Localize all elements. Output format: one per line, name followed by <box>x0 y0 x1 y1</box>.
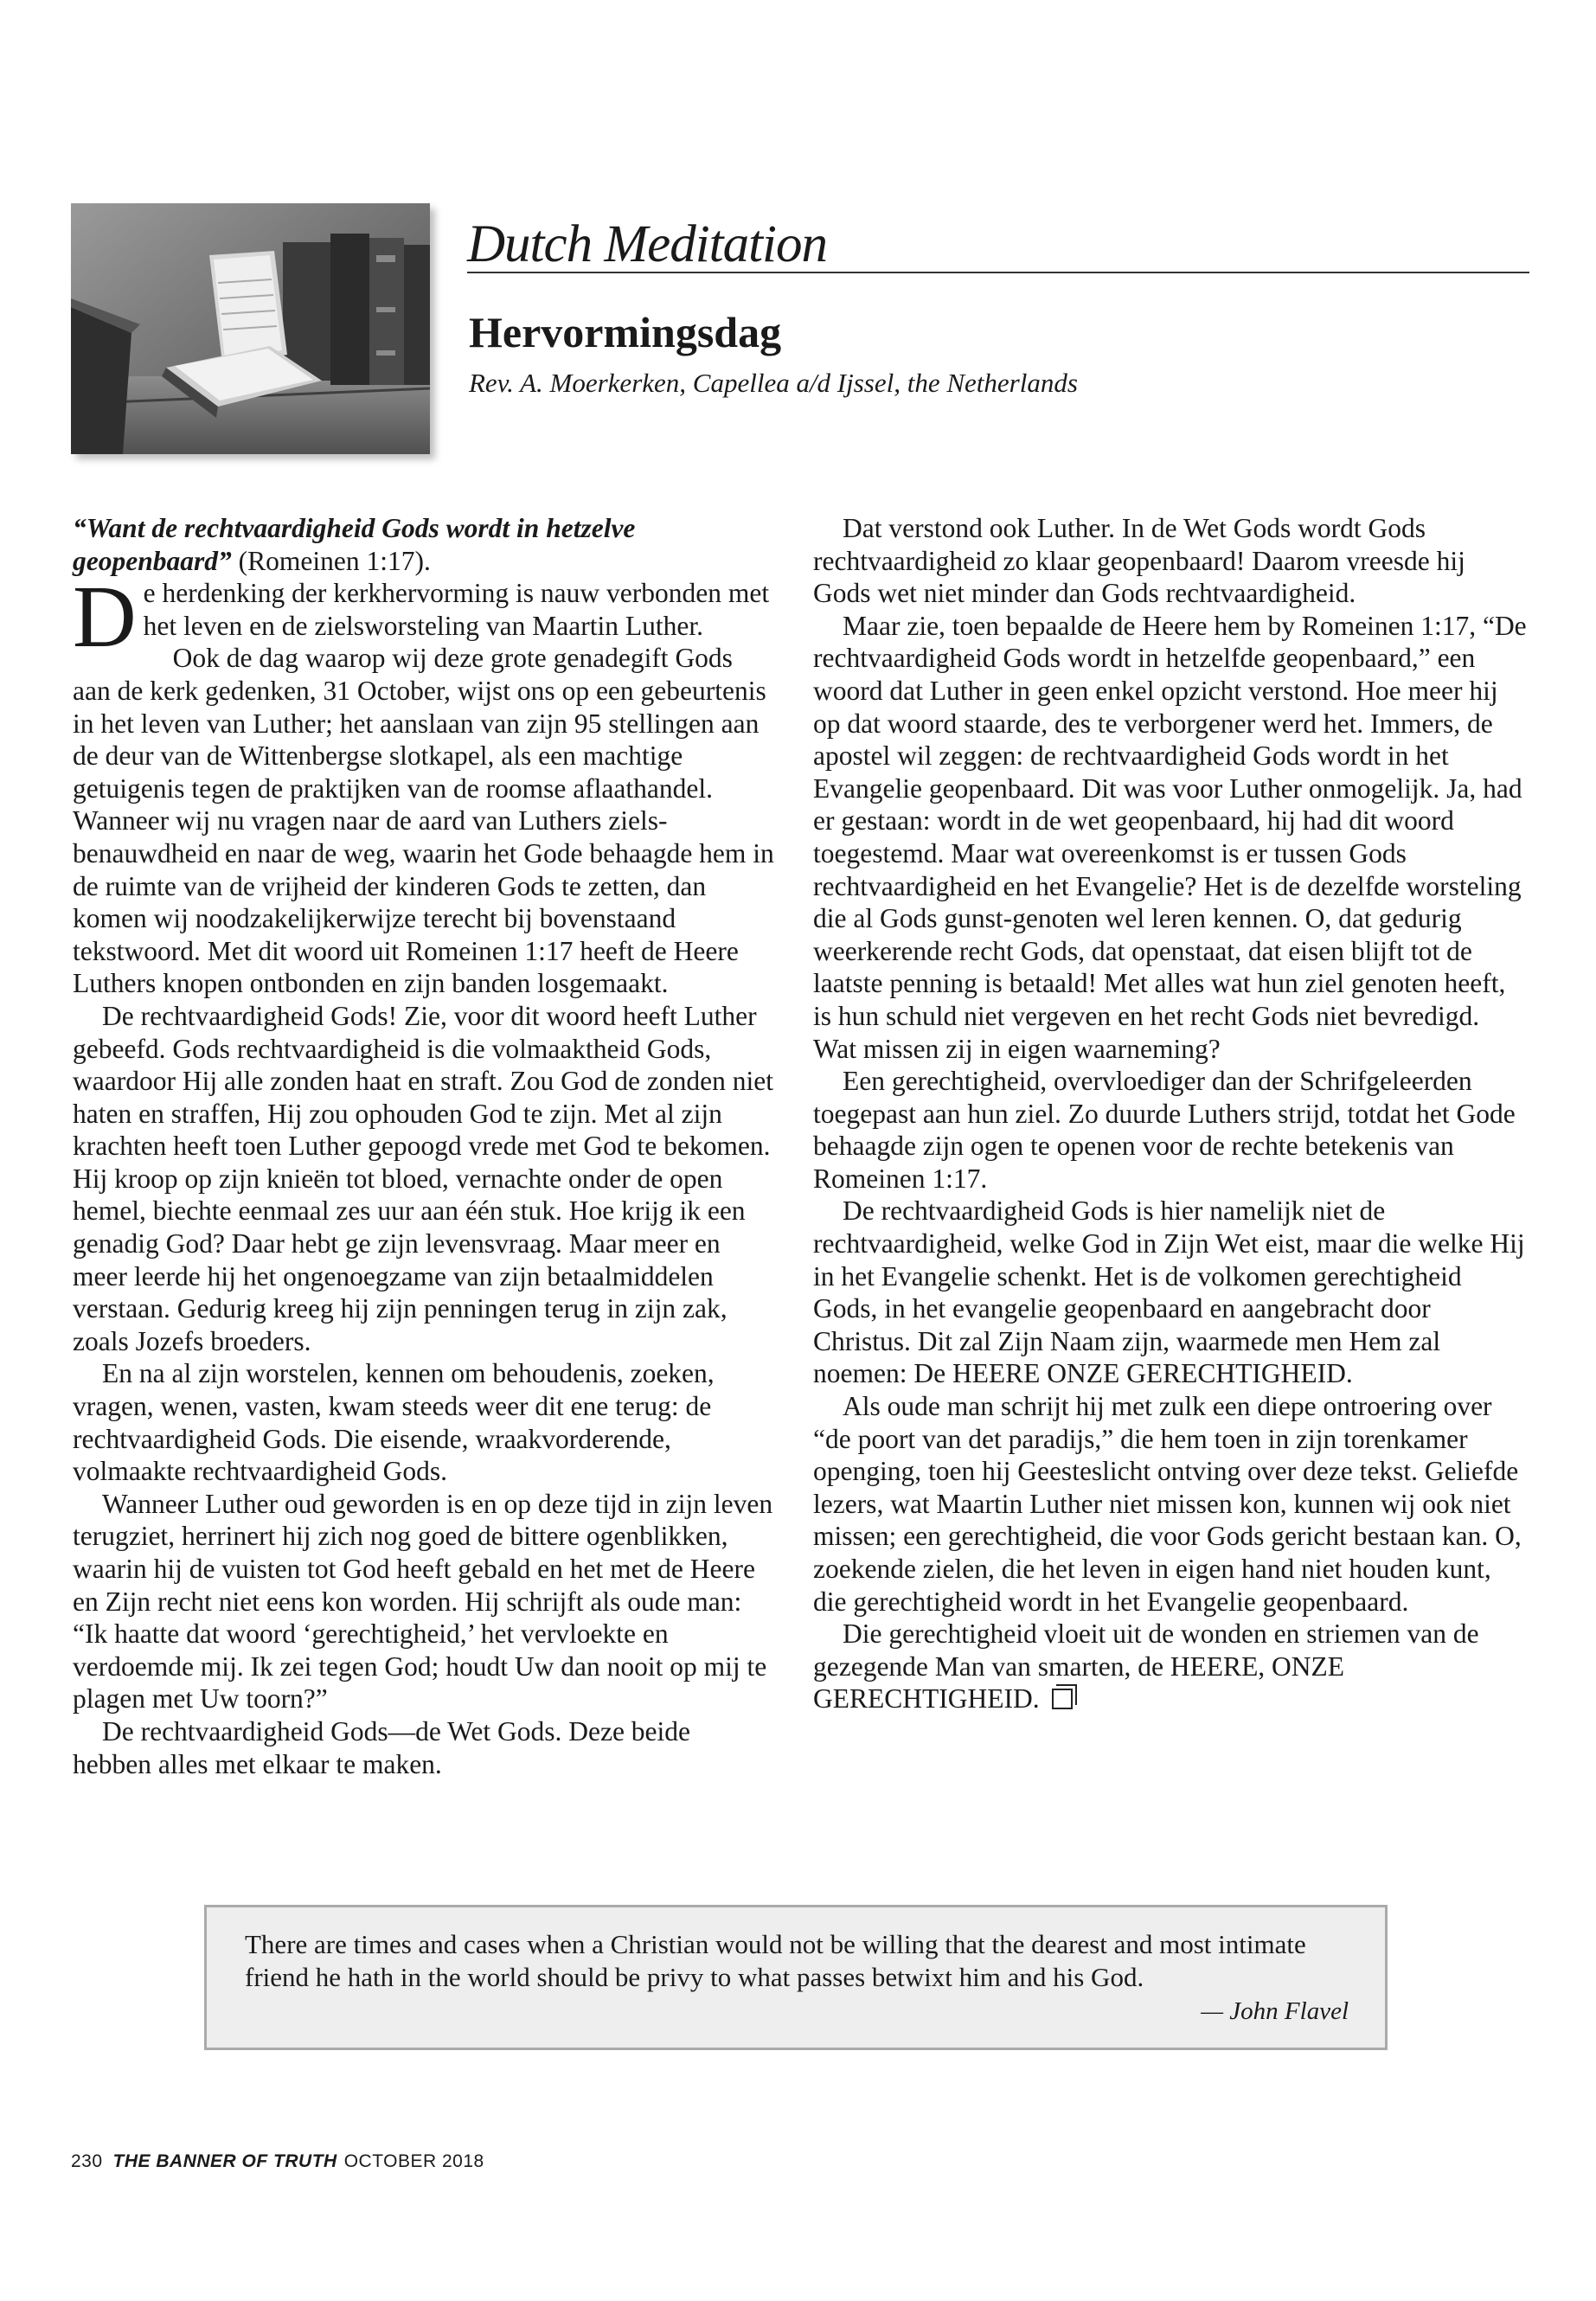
issue-date: OCTOBER 2018 <box>343 2151 484 2171</box>
paragraph: De rechtvaardigheid Gods is hier namelijk niet de rechtvaardigheid, welke God in Zijn Wet eist, maar die welke Hij in het Evangelie schenkt. Het is de volkomen gerechtigheid Gods, in het evangelie geopenbaard en aangebracht door Christus. Dit zal Zijn Naam zijn, waarmede men Hem zal noemen: De HEERE ONZE GERECHTIGHEID. <box>813 1195 1525 1389</box>
paragraph: Een gerechtigheid, overvloediger dan der Schrifgeleerden toegepast aan hun ziel. Zo duurde Luthers strijd, totdat het Gode behaagde zijn ogen te openen voor de rechte betekenis van Romeinen 1:17. <box>813 1066 1516 1194</box>
page-footer <box>71 2151 484 2172</box>
epigraph-reference: (Romeinen 1:17). <box>231 545 431 576</box>
end-mark-icon <box>1052 1689 1073 1709</box>
paragraph-text: Die gerechtigheid vloeit uit de wonden en striemen van de gezegende Man van smarten, de HEERE, ONZE GERECHTIGHEID. <box>813 1618 1479 1715</box>
paragraph: De rechtvaardigheid Gods! Zie, voor dit woord heeft Luther gebeefd. Gods rechtvaardigheid is die volmaaktheid Gods, waardoor Hij alle zonden haat en straft. Zou God de zonden niet haten en straffen, Hij zou ophouden God te zijn. Met al zijn krachten heeft toen Luther gepoogd vrede met God te bekomen. Hij kroop op zijn knieën tot bloed, vernachte onder de open hemel, biechte eenmaal zes uur aan één stuk. Hoe krijg ik een genadig God? Daar hebt ge zijn levensvraag. Maar meer en meer leerde hij het ongenoegzame van zijn betaalmiddelen verstaan. Gedurig kreeg hij zijn penningen terug in zijn zak, zoals Jozefs broeders. <box>73 1000 773 1356</box>
paragraph: En na al zijn worstelen, kennen om behoudenis, zoeken, vragen, wenen, vasten, kwam steeds weer dit ene terug: de rechtvaardigheid Gods. Die eisende, wraakvorderende, volmaakte rechtvaardigheid Gods. <box>73 1358 715 1487</box>
paragraph: Dat verstond ook Luther. In de Wet Gods wordt Gods rechtvaardigheid zo klaar geopenbaard! Daarom vreesde hij Gods wet niet minder dan Gods rechtvaardigheid. <box>813 513 1465 609</box>
paragraph <box>73 568 775 667</box>
title-rule <box>467 272 1529 273</box>
paragraph: Maar zie, toen bepaalde de Heere hem by Romeinen 1:17, “De rechtvaardigheid Gods wordt in hetzelfde geopenbaard,” een woord dat Luther in geen enkel opzicht verstond. Hoe meer hij op dat woord staarde, des te verborgener werd het. Immers, de apostel wil zeggen: de rechtvaardigheid Gods wordt in het Evangelie geopenbaard. Dit was voor Luther onmogelijk. Ja, had er gestaan: wordt in de wet geopenbaard, hij had dit woord toegestemd. Maar wat overeenkomst is er tussen Gods rechtvaardigheid en het Evangelie? Het is de dezelfde worsteling die al Gods gunst-genoten wel leren kennen. O, dat gedurig weerkerende recht Gods, dat openstaat, dat eisen blijft tot de laatste penning is betaald! Met alles wat hun ziel genoten heeft, is hun schuld niet vergeven en het recht Gods niet bevredigd. Wat missen zij in eigen waarneming? <box>813 610 1527 1064</box>
paragraph-text: e herdenking der kerkhervorming is nauw verbonden met het leven en de zielsworsteling van Maartin Luther. <box>143 578 770 641</box>
epigraph <box>73 512 775 577</box>
byline: Rev. A. Moerkerken, Capellea a/d Ijssel, the Netherlands <box>469 368 1078 398</box>
page-number: 230 <box>71 2151 103 2171</box>
quote-author: — John Flavel <box>1201 1997 1349 2025</box>
drop-cap: D <box>73 568 137 667</box>
paragraph: Ook de dag waarop wij deze grote genadegift Gods aan de kerk gedenken, 31 October, wijst ons op een gebeurtenis in het leven van Luther; het aanslaan van zijn 95 stellingen aan de deur van de Wittenbergse slotkapel, als een machtige getuigenis tegen de praktijken van de roomse aflaathandel. Wanneer wij nu vragen naar de aard van Luthers ziels-benauwdheid en naar de weg, waarin het Gode behaagde hem in de ruimte van de vrijheid der kinderen Gods te zetten, dan komen wij noodzakelijkerwijze terecht bij bovenstaand tekstwoord. Met dit woord uit Romeinen 1:17 heeft de Heere Luthers knopen ontbonden en zijn banden losgemaakt. <box>73 643 774 999</box>
publication-name: THE BANNER OF TRUTH <box>112 2151 337 2171</box>
quote-box <box>204 1905 1388 2050</box>
section-title: Dutch Meditation <box>467 215 828 273</box>
books-photo <box>71 203 430 454</box>
paragraph: Als oude man schrijt hij met zulk een diepe ontroering over “de poort van det paradijs,” die hem toen in zijn torenkamer openging, toen hij Geesteslicht ontving over deze tekst. Geliefde lezers, wat Maartin Luther niet missen kon, kunnen wij ook niet missen; een gerechtigheid, die voor Gods gericht bestaan kan. O, zoekende zielen, die het leven in eigen hand niet houden kunt, die gerechtigheid wordt in het Evangelie geopenbaard. <box>813 1391 1522 1617</box>
paragraph <box>813 1618 1527 1715</box>
quote-text: There are times and cases when a Christian would not be willing that the dearest and most intimate friend he hath in the world should be privy to what passes betwixt him and his God. <box>245 1929 1306 1992</box>
right-column <box>813 512 1527 1715</box>
left-column <box>73 512 775 1780</box>
paragraph: Wanneer Luther oud geworden is en op deze tijd in zijn leven terugziet, herrinert hij zich nog goed de bittere ogenblikken, waarin hij de vuisten tot God heeft gebald en het met de Heere en Zijn recht niet eens kon worden. Hij schrijft als oude man: “Ik haatte dat woord ‘gerechtigheid,’ het vervloekte en verdoemde mij. Ik zei tegen God; houdt Uw dan nooit op mij te plagen met Uw toorn?” <box>73 1488 773 1715</box>
article-title: Hervormingsdag <box>469 308 782 356</box>
paragraph: De rechtvaardigheid Gods—de Wet Gods. Deze beide hebben alles met elkaar te maken. <box>73 1715 691 1779</box>
epigraph-quote: “Want de rechtvaardigheid Gods wordt in hetzelve geopenbaard” <box>73 513 636 576</box>
